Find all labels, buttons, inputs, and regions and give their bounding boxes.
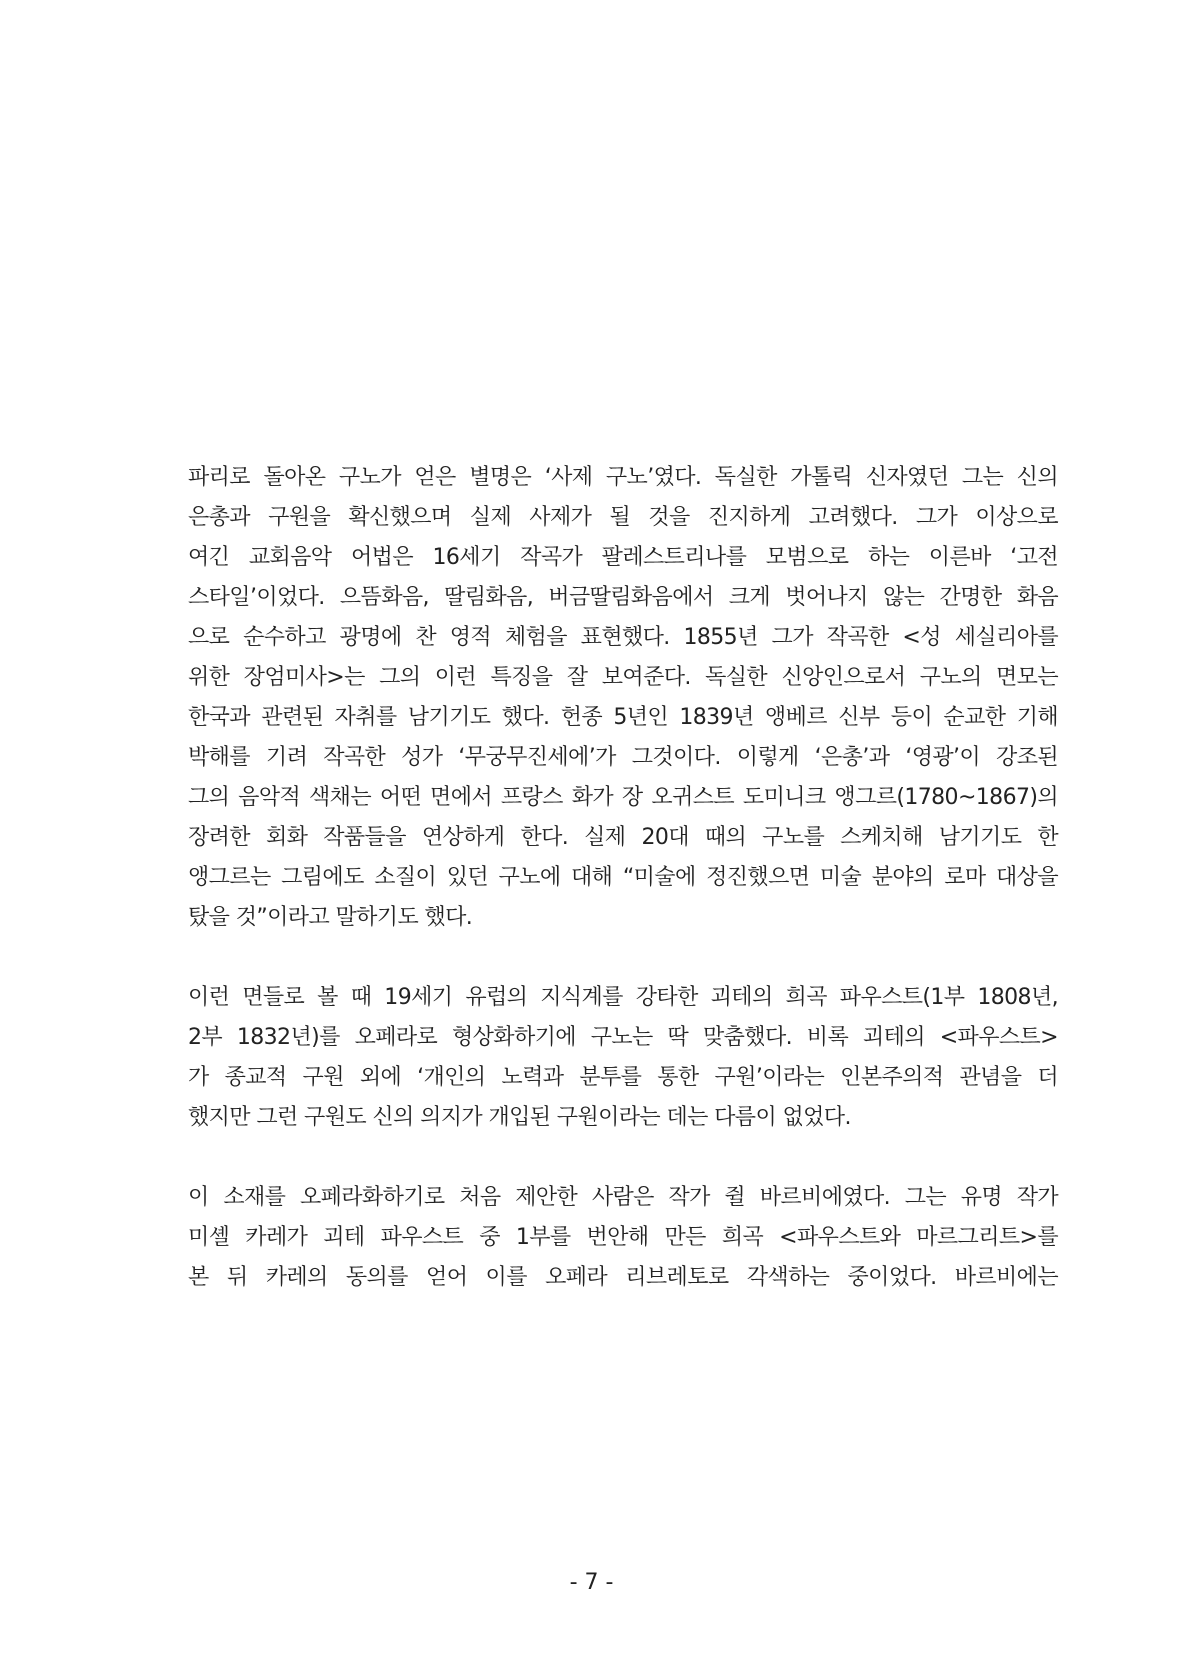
text-line: 미셸 카레가 괴테 파우스트 중 1부를 번안해 만든 희곡 <파우스트와 마르그리트>를 — [188, 1225, 1058, 1250]
text-line: 여긴 교회음악 어법은 16세기 작곡가 팔레스트리나를 모범으로 하는 이른바 ‘고전 — [188, 545, 1058, 570]
text-line: 했지만 그런 구원도 신의 의지가 개입된 구원이라는 데는 다름이 없었다. — [188, 1105, 851, 1130]
paragraph-3 — [188, 1178, 1058, 1298]
text-line: 이 소재를 오페라화하기로 처음 제안한 사람은 작가 쥘 바르비에였다. 그는 유명 작가 — [188, 1185, 1058, 1210]
text-line: 스타일’이었다. 으뜸화음, 딸림화음, 버금딸림화음에서 크게 벗어나지 않는 간명한 화음 — [188, 585, 1058, 610]
text-line: 2부 1832년)를 오페라로 형상화하기에 구노는 딱 맞춤했다. 비록 괴테의 <파우스트> — [188, 1025, 1058, 1050]
body-text — [188, 458, 1058, 1338]
paragraph-2 — [188, 978, 1058, 1138]
text-line: 파리로 돌아온 구노가 얻은 별명은 ‘사제 구노’였다. 독실한 가톨릭 신자였던 그는 신의 — [188, 465, 1058, 490]
text-line: 가 종교적 구원 외에 ‘개인의 노력과 분투를 통한 구원’이라는 인본주의적 관념을 더 — [188, 1065, 1058, 1090]
text-line: 한국과 관련된 자취를 남기기도 했다. 헌종 5년인 1839년 앵베르 신부 등이 순교한 기해 — [188, 705, 1058, 730]
text-line: 장려한 회화 작품들을 연상하게 한다. 실제 20대 때의 구노를 스케치해 남기기도 한 — [188, 825, 1058, 850]
text-line: 앵그르는 그림에도 소질이 있던 구노에 대해 “미술에 정진했으면 미술 분야의 로마 대상을 — [188, 865, 1058, 890]
text-line: 본 뒤 카레의 동의를 얻어 이를 오페라 리브레토로 각색하는 중이었다. 바르비에는 — [188, 1265, 1058, 1290]
text-line: 탔을 것”이라고 말하기도 했다. — [188, 905, 473, 930]
text-line: 그의 음악적 색채는 어떤 면에서 프랑스 화가 장 오귀스트 도미니크 앵그르(1780~1867)의 — [188, 785, 1058, 810]
text-line: 박해를 기려 작곡한 성가 ‘무궁무진세에’가 그것이다. 이렇게 ‘은총’과 ‘영광’이 강조된 — [188, 745, 1058, 770]
text-line: 위한 장엄미사>는 그의 이런 특징을 잘 보여준다. 독실한 신앙인으로서 구노의 면모는 — [188, 665, 1058, 690]
text-line: 으로 순수하고 광명에 찬 영적 체험을 표현했다. 1855년 그가 작곡한 <성 세실리아를 — [188, 625, 1058, 650]
text-line: 이런 면들로 볼 때 19세기 유럽의 지식계를 강타한 괴테의 희곡 파우스트(1부 1808년, — [188, 985, 1058, 1010]
paragraph-1 — [188, 458, 1058, 938]
text-line: 은총과 구원을 확신했으며 실제 사제가 될 것을 진지하게 고려했다. 그가 이상으로 — [188, 505, 1058, 530]
page-number: - 7 - — [569, 1570, 614, 1595]
